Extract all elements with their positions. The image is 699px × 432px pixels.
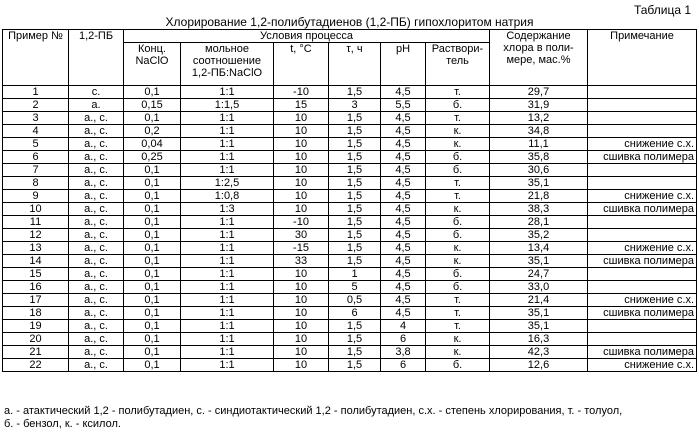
cell-temp: 10	[274, 320, 329, 333]
cell-time: 3	[329, 99, 381, 112]
cell-pb: а., с.	[69, 346, 124, 359]
cell-example: 9	[3, 190, 69, 203]
cell-note: снижение с.х.	[588, 138, 697, 151]
cell-conc: 0,1	[124, 190, 181, 203]
cell-conc: 0,1	[124, 255, 181, 268]
footnote-line-2: б. - бензол, к. - ксилол.	[4, 418, 121, 430]
table-row	[3, 216, 697, 229]
cell-example: 2	[3, 99, 69, 112]
table-row	[3, 294, 697, 307]
cell-conc: 0,04	[124, 138, 181, 151]
cell-example: 10	[3, 203, 69, 216]
cell-ratio: 1:2,5	[181, 177, 274, 190]
cell-example: 18	[3, 307, 69, 320]
cell-note: снижение с.х.	[588, 359, 697, 372]
cell-ratio: 1:1	[181, 125, 274, 138]
cell-solvent: к.	[426, 346, 490, 359]
cell-conc: 0,1	[124, 242, 181, 255]
table-row	[3, 268, 697, 281]
cell-time: 1,5	[329, 346, 381, 359]
cell-conc: 0,1	[124, 281, 181, 294]
cell-example: 22	[3, 359, 69, 372]
cell-conc: 0,1	[124, 216, 181, 229]
cell-pb: а., с.	[69, 320, 124, 333]
cell-temp: 10	[274, 346, 329, 359]
table-row	[3, 203, 697, 216]
cell-example: 21	[3, 346, 69, 359]
cell-solvent: к.	[426, 333, 490, 346]
cell-chlorine: 33,0	[490, 281, 588, 294]
cell-solvent: б.	[426, 359, 490, 372]
cell-chlorine: 35,2	[490, 229, 588, 242]
cell-ratio: 1:3	[181, 203, 274, 216]
cell-ratio: 1:1	[181, 307, 274, 320]
cell-ph: 4,5	[381, 86, 426, 99]
cell-chlorine: 28,1	[490, 216, 588, 229]
cell-example: 20	[3, 333, 69, 346]
cell-ratio: 1:1	[181, 112, 274, 125]
cell-conc: 0,1	[124, 320, 181, 333]
col-time-header: τ, ч	[329, 43, 381, 86]
cell-time: 1,5	[329, 177, 381, 190]
cell-ph: 4,5	[381, 190, 426, 203]
cell-temp: 10	[274, 138, 329, 151]
cell-example: 5	[3, 138, 69, 151]
cell-pb: с.	[69, 86, 124, 99]
table-row	[3, 229, 697, 242]
cell-solvent: к.	[426, 125, 490, 138]
cell-pb: а., с.	[69, 203, 124, 216]
cell-chlorine: 11,1	[490, 138, 588, 151]
cell-ratio: 1:1	[181, 346, 274, 359]
cell-note	[588, 99, 697, 112]
cell-note	[588, 268, 697, 281]
conditions-header: Условия процесса	[124, 30, 490, 43]
cell-time: 1,5	[329, 86, 381, 99]
cell-solvent: б.	[426, 268, 490, 281]
cell-ph: 4,5	[381, 125, 426, 138]
table-row	[3, 359, 697, 372]
cell-example: 17	[3, 294, 69, 307]
cell-time: 1,5	[329, 320, 381, 333]
table-row	[3, 138, 697, 151]
table-row	[3, 346, 697, 359]
cell-ratio: 1:0,8	[181, 190, 274, 203]
footnote-line-1: а. - атактический 1,2 - полибутадиен, с. - синдиотактический 1,2 - полибутадиен, с.х. - степень хлорирования, т. - толуол,	[4, 405, 623, 417]
cell-time: 1,5	[329, 242, 381, 255]
cell-pb: а., с.	[69, 229, 124, 242]
table-label: Таблица 1	[633, 3, 691, 17]
cell-pb: а.	[69, 99, 124, 112]
cell-note	[588, 112, 697, 125]
cell-conc: 0,2	[124, 125, 181, 138]
cell-pb: а., с.	[69, 307, 124, 320]
cell-note: сшивка полимера	[588, 203, 697, 216]
cell-temp: 10	[274, 294, 329, 307]
cell-example: 11	[3, 216, 69, 229]
cell-chlorine: 21,8	[490, 190, 588, 203]
cell-pb: а., с.	[69, 164, 124, 177]
cell-note: снижение с.х.	[588, 242, 697, 255]
cell-temp: 10	[274, 112, 329, 125]
cell-ratio: 1:1	[181, 86, 274, 99]
cell-solvent: к.	[426, 242, 490, 255]
cell-temp: 10	[274, 307, 329, 320]
cell-chlorine: 29,7	[490, 86, 588, 99]
cell-ph: 4	[381, 320, 426, 333]
cell-ph: 4,5	[381, 177, 426, 190]
cell-solvent: к.	[426, 138, 490, 151]
cell-temp: 10	[274, 125, 329, 138]
cell-temp: -10	[274, 216, 329, 229]
table-row	[3, 99, 697, 112]
cell-solvent: т.	[426, 307, 490, 320]
cell-chlorine: 34,8	[490, 125, 588, 138]
cell-ph: 5,5	[381, 99, 426, 112]
cell-pb: а., с.	[69, 216, 124, 229]
data-table	[2, 29, 697, 372]
cell-temp: 33	[274, 255, 329, 268]
cell-note: снижение с.х.	[588, 294, 697, 307]
cell-chlorine: 42,3	[490, 346, 588, 359]
col-example-header: Пример №	[3, 30, 69, 86]
cell-ph: 3,8	[381, 346, 426, 359]
cell-conc: 0,1	[124, 86, 181, 99]
cell-chlorine: 12,6	[490, 359, 588, 372]
cell-note: сшивка полимера	[588, 151, 697, 164]
table-row	[3, 333, 697, 346]
footnote	[4, 405, 622, 431]
cell-note: снижение с.х.	[588, 190, 697, 203]
cell-temp: 10	[274, 268, 329, 281]
table-title: Хлорирование 1,2-полибутадиенов (1,2-ПБ) гипохлоритом натрия	[165, 15, 534, 29]
cell-conc: 0,25	[124, 151, 181, 164]
cell-ratio: 1:1	[181, 151, 274, 164]
cell-solvent: т.	[426, 86, 490, 99]
table-row	[3, 112, 697, 125]
cell-time: 0,5	[329, 294, 381, 307]
cell-solvent: к.	[426, 203, 490, 216]
cell-chlorine: 38,3	[490, 203, 588, 216]
cell-ratio: 1:1	[181, 242, 274, 255]
cell-solvent: б.	[426, 164, 490, 177]
cell-temp: 15	[274, 99, 329, 112]
cell-time: 1	[329, 268, 381, 281]
cell-time: 1,5	[329, 203, 381, 216]
cell-conc: 0,1	[124, 333, 181, 346]
cell-note	[588, 229, 697, 242]
cell-ph: 4,5	[381, 281, 426, 294]
cell-time: 1,5	[329, 216, 381, 229]
cell-chlorine: 35,1	[490, 307, 588, 320]
cell-solvent: т.	[426, 112, 490, 125]
cell-time: 1,5	[329, 138, 381, 151]
cell-temp: 10	[274, 177, 329, 190]
cell-ratio: 1:1	[181, 268, 274, 281]
cell-pb: а., с.	[69, 112, 124, 125]
cell-time: 1,5	[329, 125, 381, 138]
cell-temp: 10	[274, 164, 329, 177]
cell-temp: -10	[274, 86, 329, 99]
cell-chlorine: 31,9	[490, 99, 588, 112]
cell-temp: 10	[274, 333, 329, 346]
cell-time: 1,5	[329, 151, 381, 164]
cell-temp: 10	[274, 281, 329, 294]
cell-pb: а., с.	[69, 190, 124, 203]
cell-solvent: б.	[426, 216, 490, 229]
table-row	[3, 86, 697, 99]
cell-example: 16	[3, 281, 69, 294]
cell-example: 6	[3, 151, 69, 164]
cell-conc: 0,1	[124, 359, 181, 372]
cell-pb: а., с.	[69, 281, 124, 294]
cell-ph: 4,5	[381, 164, 426, 177]
cell-example: 8	[3, 177, 69, 190]
cell-conc: 0,1	[124, 307, 181, 320]
cell-example: 19	[3, 320, 69, 333]
table-row	[3, 164, 697, 177]
cell-chlorine: 21,4	[490, 294, 588, 307]
table-row	[3, 190, 697, 203]
cell-conc: 0,1	[124, 164, 181, 177]
table-row	[3, 255, 697, 268]
cell-ph: 4,5	[381, 255, 426, 268]
cell-ratio: 1:1	[181, 138, 274, 151]
table-row	[3, 177, 697, 190]
table-row	[3, 281, 697, 294]
cell-ratio: 1:1	[181, 359, 274, 372]
cell-note	[588, 333, 697, 346]
cell-pb: а., с.	[69, 333, 124, 346]
cell-chlorine: 30,6	[490, 164, 588, 177]
cell-note	[588, 320, 697, 333]
cell-note	[588, 281, 697, 294]
cell-ratio: 1:1	[181, 320, 274, 333]
cell-ph: 4,5	[381, 229, 426, 242]
cell-example: 4	[3, 125, 69, 138]
table-row	[3, 151, 697, 164]
cell-conc: 0,1	[124, 177, 181, 190]
col-temp-header: t, °C	[274, 43, 329, 86]
col-conc-header: Конц. NaClO	[124, 43, 181, 86]
cell-chlorine: 13,2	[490, 112, 588, 125]
cell-solvent: т.	[426, 294, 490, 307]
cell-pb: а., с.	[69, 255, 124, 268]
cell-note	[588, 86, 697, 99]
cell-example: 7	[3, 164, 69, 177]
cell-time: 1,5	[329, 190, 381, 203]
cell-ratio: 1:1	[181, 229, 274, 242]
cell-example: 1	[3, 86, 69, 99]
cell-conc: 0,15	[124, 99, 181, 112]
cell-note	[588, 216, 697, 229]
cell-pb: а., с.	[69, 151, 124, 164]
cell-ph: 4,5	[381, 216, 426, 229]
cell-note: сшивка полимера	[588, 346, 697, 359]
cell-chlorine: 16,3	[490, 333, 588, 346]
cell-solvent: т.	[426, 320, 490, 333]
cell-time: 1,5	[329, 229, 381, 242]
cell-ph: 4,5	[381, 203, 426, 216]
col-note-header: Примечание	[588, 30, 697, 86]
cell-chlorine: 24,7	[490, 268, 588, 281]
table-row	[3, 125, 697, 138]
cell-ratio: 1:1	[181, 164, 274, 177]
cell-pb: а., с.	[69, 268, 124, 281]
cell-conc: 0,1	[124, 268, 181, 281]
cell-solvent: к.	[426, 255, 490, 268]
cell-note	[588, 177, 697, 190]
cell-conc: 0,1	[124, 203, 181, 216]
cell-ph: 4,5	[381, 307, 426, 320]
col-chlorine-header: Содержание хлора в поли- мере, мас.%	[490, 30, 588, 86]
cell-solvent: б.	[426, 151, 490, 164]
cell-conc: 0,1	[124, 112, 181, 125]
cell-ratio: 1:1	[181, 281, 274, 294]
cell-pb: а., с.	[69, 242, 124, 255]
cell-time: 6	[329, 307, 381, 320]
col-ratio-header: мольное соотношение 1,2-ПБ:NaClO	[181, 43, 274, 86]
cell-ph: 4,5	[381, 151, 426, 164]
cell-temp: 30	[274, 229, 329, 242]
cell-conc: 0,1	[124, 229, 181, 242]
cell-pb: а., с.	[69, 138, 124, 151]
cell-temp: 10	[274, 203, 329, 216]
cell-time: 1,5	[329, 255, 381, 268]
cell-pb: а., с.	[69, 359, 124, 372]
cell-example: 13	[3, 242, 69, 255]
cell-temp: 10	[274, 190, 329, 203]
cell-example: 12	[3, 229, 69, 242]
cell-example: 14	[3, 255, 69, 268]
table-row	[3, 307, 697, 320]
cell-chlorine: 35,1	[490, 320, 588, 333]
cell-conc: 0,1	[124, 294, 181, 307]
cell-ph: 6	[381, 333, 426, 346]
cell-temp: 10	[274, 151, 329, 164]
cell-solvent: б.	[426, 99, 490, 112]
cell-note: сшивка полимера	[588, 255, 697, 268]
cell-ph: 4,5	[381, 268, 426, 281]
cell-example: 15	[3, 268, 69, 281]
cell-ratio: 1:1	[181, 216, 274, 229]
cell-note: сшивка полимера	[588, 307, 697, 320]
cell-solvent: т.	[426, 190, 490, 203]
cell-ph: 4,5	[381, 242, 426, 255]
cell-time: 1,5	[329, 359, 381, 372]
cell-solvent: б.	[426, 229, 490, 242]
cell-chlorine: 35,1	[490, 177, 588, 190]
cell-chlorine: 35,8	[490, 151, 588, 164]
table-row	[3, 320, 697, 333]
cell-ratio: 1:1	[181, 255, 274, 268]
cell-ph: 4,5	[381, 112, 426, 125]
cell-ph: 4,5	[381, 294, 426, 307]
cell-solvent: т.	[426, 177, 490, 190]
cell-pb: а., с.	[69, 294, 124, 307]
cell-time: 1,5	[329, 333, 381, 346]
cell-time: 1,5	[329, 112, 381, 125]
cell-ratio: 1:1,5	[181, 99, 274, 112]
cell-time: 1,5	[329, 164, 381, 177]
cell-conc: 0,1	[124, 346, 181, 359]
cell-example: 3	[3, 112, 69, 125]
cell-ratio: 1:1	[181, 333, 274, 346]
cell-solvent: б.	[426, 281, 490, 294]
cell-temp: -15	[274, 242, 329, 255]
cell-chlorine: 35,1	[490, 255, 588, 268]
cell-note	[588, 125, 697, 138]
cell-pb: а., с.	[69, 177, 124, 190]
cell-pb: а., с.	[69, 125, 124, 138]
table-row	[3, 242, 697, 255]
cell-ph: 6	[381, 359, 426, 372]
cell-time: 5	[329, 281, 381, 294]
col-solvent-header: Раствори- тель	[426, 43, 490, 86]
cell-note	[588, 164, 697, 177]
cell-temp: 10	[274, 359, 329, 372]
cell-chlorine: 13,4	[490, 242, 588, 255]
col-pb-header: 1,2-ПБ	[69, 30, 124, 86]
col-ph-header: pH	[381, 43, 426, 86]
cell-ratio: 1:1	[181, 294, 274, 307]
cell-ph: 4,5	[381, 138, 426, 151]
